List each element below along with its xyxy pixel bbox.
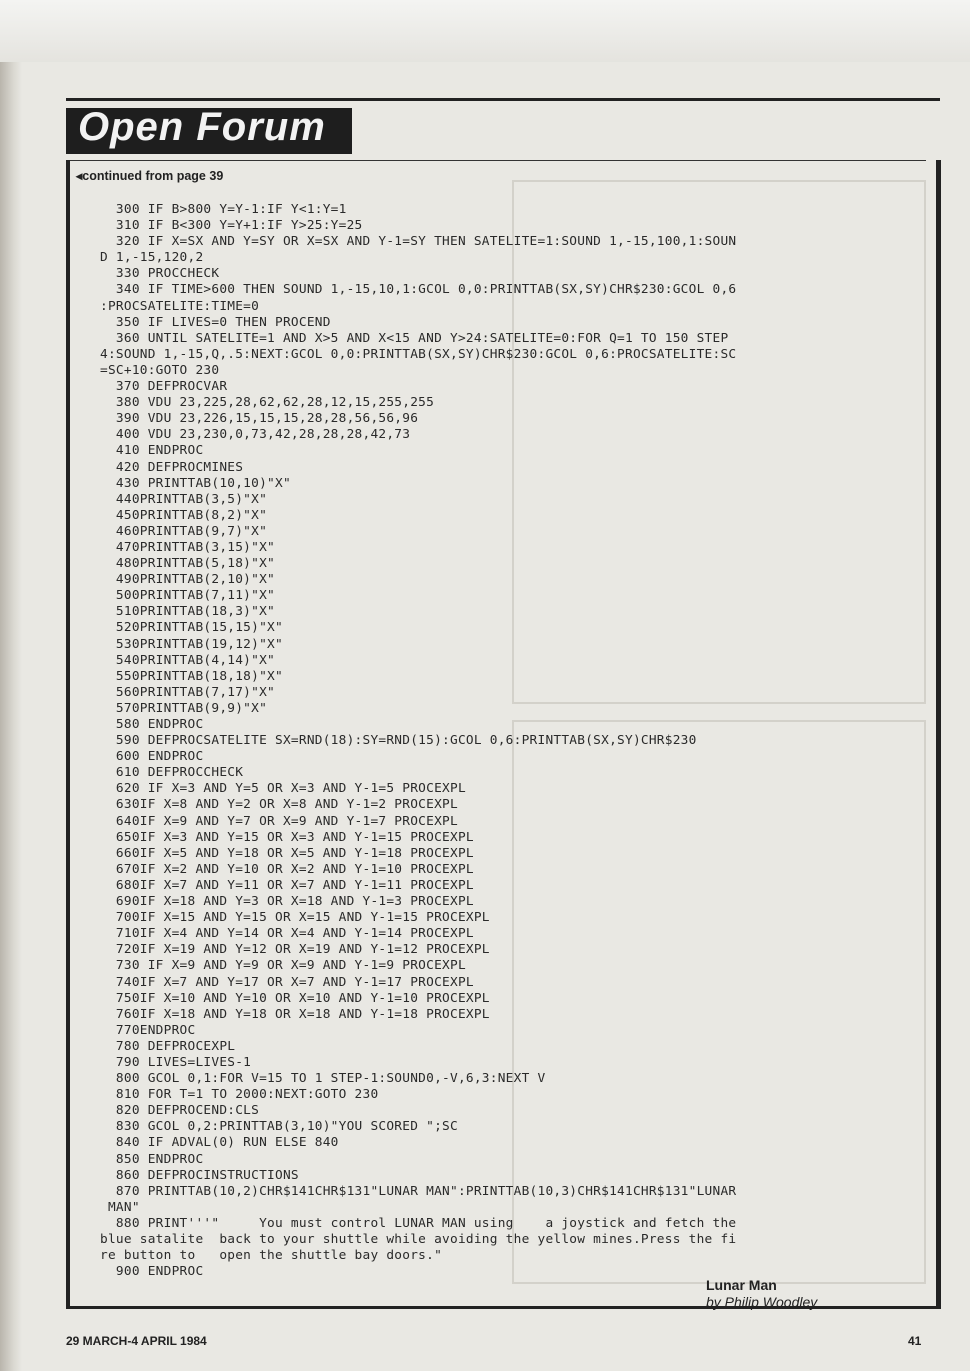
code-line: re button to open the shuttle bay doors." [100, 1248, 443, 1264]
code-line: 390 VDU 23,226,15,15,15,28,28,56,56,96 [100, 411, 419, 427]
code-line: 470PRINTTAB(3,15)"X" [100, 539, 275, 555]
code-line: 690IF X=18 AND Y=3 OR X=18 AND Y-1=3 PROCEXPL [100, 894, 474, 910]
code-line: 400 VDU 23,230,0,73,42,28,28,28,42,73 [100, 427, 411, 443]
code-line: 660IF X=5 AND Y=18 OR X=5 AND Y-1=18 PROCEXPL [100, 845, 474, 861]
code-line: 540PRINTTAB(4,14)"X" [100, 652, 275, 668]
program-author: by Philip Woodley [706, 1294, 818, 1310]
code-line: 640IF X=9 AND Y=7 OR X=9 AND Y-1=7 PROCEXPL [100, 813, 458, 829]
code-line: 830 GCOL 0,2:PRINTTAB(3,10)"YOU SCORED ";SC [100, 1119, 458, 1135]
code-line: 610 DEFPROCCHECK [100, 765, 244, 781]
code-line: 750IF X=10 AND Y=10 OR X=10 AND Y-1=10 PROCEXPL [100, 990, 490, 1006]
code-line: 550PRINTTAB(18,18)"X" [100, 668, 283, 684]
code-line: 310 IF B<300 Y=Y+1:IF Y>25:Y=25 [100, 218, 363, 234]
code-line: 360 UNTIL SATELITE=1 AND X>5 AND X<15 AND Y>24:SATELITE=0:FOR Q=1 TO 150 STEP [100, 330, 729, 346]
code-line: 570PRINTTAB(9,9)"X" [100, 700, 268, 716]
code-line: 4:SOUND 1,-15,Q,.5:NEXT:GCOL 0,0:PRINTTAB(SX,SY)CHR$230:GCOL 0,6:PROCSATELITE:SC [100, 346, 737, 362]
code-line: 420 DEFPROCMINES [100, 459, 244, 475]
code-line: 410 ENDPROC [100, 443, 204, 459]
box-left-border [66, 160, 70, 1308]
code-line: 740IF X=7 AND Y=17 OR X=7 AND Y-1=17 PROCEXPL [100, 974, 474, 990]
code-line: 560PRINTTAB(7,17)"X" [100, 684, 275, 700]
code-line: 840 IF ADVAL(0) RUN ELSE 840 [100, 1135, 339, 1151]
page-gutter [0, 62, 22, 1371]
code-line: 480PRINTTAB(5,18)"X" [100, 556, 275, 572]
code-line: 510PRINTTAB(18,3)"X" [100, 604, 275, 620]
continued-note: ◂continued from page 39 [76, 169, 224, 183]
code-line: 680IF X=7 AND Y=11 OR X=7 AND Y-1=11 PROCEXPL [100, 877, 474, 893]
code-line: 900 ENDPROC [100, 1264, 204, 1280]
code-line: 600 ENDPROC [100, 749, 204, 765]
box-right-border [936, 160, 941, 1308]
code-line: 760IF X=18 AND Y=18 OR X=18 AND Y-1=18 PROCEXPL [100, 1006, 490, 1022]
code-line: :PROCSATELITE:TIME=0 [100, 298, 260, 314]
code-line: 490PRINTTAB(2,10)"X" [100, 572, 275, 588]
code-line: 810 FOR T=1 TO 2000:NEXT:GOTO 230 [100, 1087, 379, 1103]
code-line: 440PRINTTAB(3,5)"X" [100, 491, 268, 507]
code-line: 880 PRINT'''" You must control LUNAR MAN using a joystick and fetch the [100, 1215, 737, 1231]
code-line: 700IF X=15 AND Y=15 OR X=15 AND Y-1=15 PROCEXPL [100, 910, 490, 926]
code-line: MAN" [100, 1199, 140, 1215]
code-line: 350 IF LIVES=0 THEN PROCEND [100, 314, 331, 330]
header-rule [66, 160, 926, 161]
code-line: 630IF X=8 AND Y=2 OR X=8 AND Y-1=2 PROCEXPL [100, 797, 458, 813]
program-title: Lunar Man [706, 1277, 777, 1293]
code-line: 530PRINTTAB(19,12)"X" [100, 636, 283, 652]
code-line: 710IF X=4 AND Y=14 OR X=4 AND Y-1=14 PROCEXPL [100, 926, 474, 942]
code-line: =SC+10:GOTO 230 [100, 362, 220, 378]
code-line: 340 IF TIME>600 THEN SOUND 1,-15,10,1:GCOL 0,0:PRINTTAB(SX,SY)CHR$230:GCOL 0,6 [100, 282, 737, 298]
code-line: 720IF X=19 AND Y=12 OR X=19 AND Y-1=12 PROCEXPL [100, 942, 490, 958]
program-listing [100, 202, 900, 1280]
code-line: 580 ENDPROC [100, 717, 204, 732]
scan-background [0, 0, 970, 64]
code-line: 770ENDPROC [100, 1022, 196, 1038]
code-line: 790 LIVES=LIVES-1 [100, 1054, 252, 1070]
code-line: 590 DEFPROCSATELITE SX=RND(18):SY=RND(15):GCOL 0,6:PRINTTAB(SX,SY)CHR$230 [100, 733, 697, 749]
code-line: 870 PRINTTAB(10,2)CHR$141CHR$131"LUNAR MAN":PRINTTAB(10,3)CHR$141CHR$131"LUNAR [100, 1183, 737, 1199]
code-line: 380 VDU 23,225,28,62,62,28,12,15,255,255 [100, 395, 435, 411]
code-line: 450PRINTTAB(8,2)"X" [100, 507, 268, 523]
code-line: 670IF X=2 AND Y=10 OR X=2 AND Y-1=10 PROCEXPL [100, 861, 474, 877]
code-line: 320 IF X=SX AND Y=SY OR X=SX AND Y-1=SY THEN SATELITE=1:SOUND 1,-15,100,1:SOUN [100, 234, 737, 250]
code-line: 520PRINTTAB(15,15)"X" [100, 620, 283, 636]
section-title: Open Forum [78, 105, 326, 149]
code-line: 330 PROCCHECK [100, 266, 220, 282]
code-line: 800 GCOL 0,1:FOR V=15 TO 1 STEP-1:SOUND0,-V,6,3:NEXT V [100, 1071, 546, 1087]
code-line: 300 IF B>800 Y=Y-1:IF Y<1:Y=1 [100, 202, 347, 217]
issue-date: 29 MARCH-4 APRIL 1984 [66, 1334, 207, 1348]
code-line: 500PRINTTAB(7,11)"X" [100, 588, 275, 604]
code-line: D 1,-15,120,2 [100, 250, 204, 266]
code-line: 820 DEFPROCEND:CLS [100, 1103, 260, 1119]
page-number: 41 [908, 1334, 922, 1348]
code-line: 620 IF X=3 AND Y=5 OR X=3 AND Y-1=5 PROCEXPL [100, 781, 466, 797]
top-rule [66, 98, 940, 101]
code-line: 650IF X=3 AND Y=15 OR X=3 AND Y-1=15 PROCEXPL [100, 829, 474, 845]
code-line: 430 PRINTTAB(10,10)"X" [100, 475, 291, 491]
code-line: 780 DEFPROCEXPL [100, 1038, 236, 1054]
code-line: 460PRINTTAB(9,7)"X" [100, 523, 268, 539]
code-line: blue satalite back to your shuttle while avoiding the yellow mines.Press the fi [100, 1232, 737, 1247]
code-line: 850 ENDPROC [100, 1151, 204, 1167]
code-line: 370 DEFPROCVAR [100, 379, 228, 395]
code-line: 730 IF X=9 AND Y=9 OR X=9 AND Y-1=9 PROCEXPL [100, 958, 466, 974]
code-line: 860 DEFPROCINSTRUCTIONS [100, 1167, 299, 1183]
